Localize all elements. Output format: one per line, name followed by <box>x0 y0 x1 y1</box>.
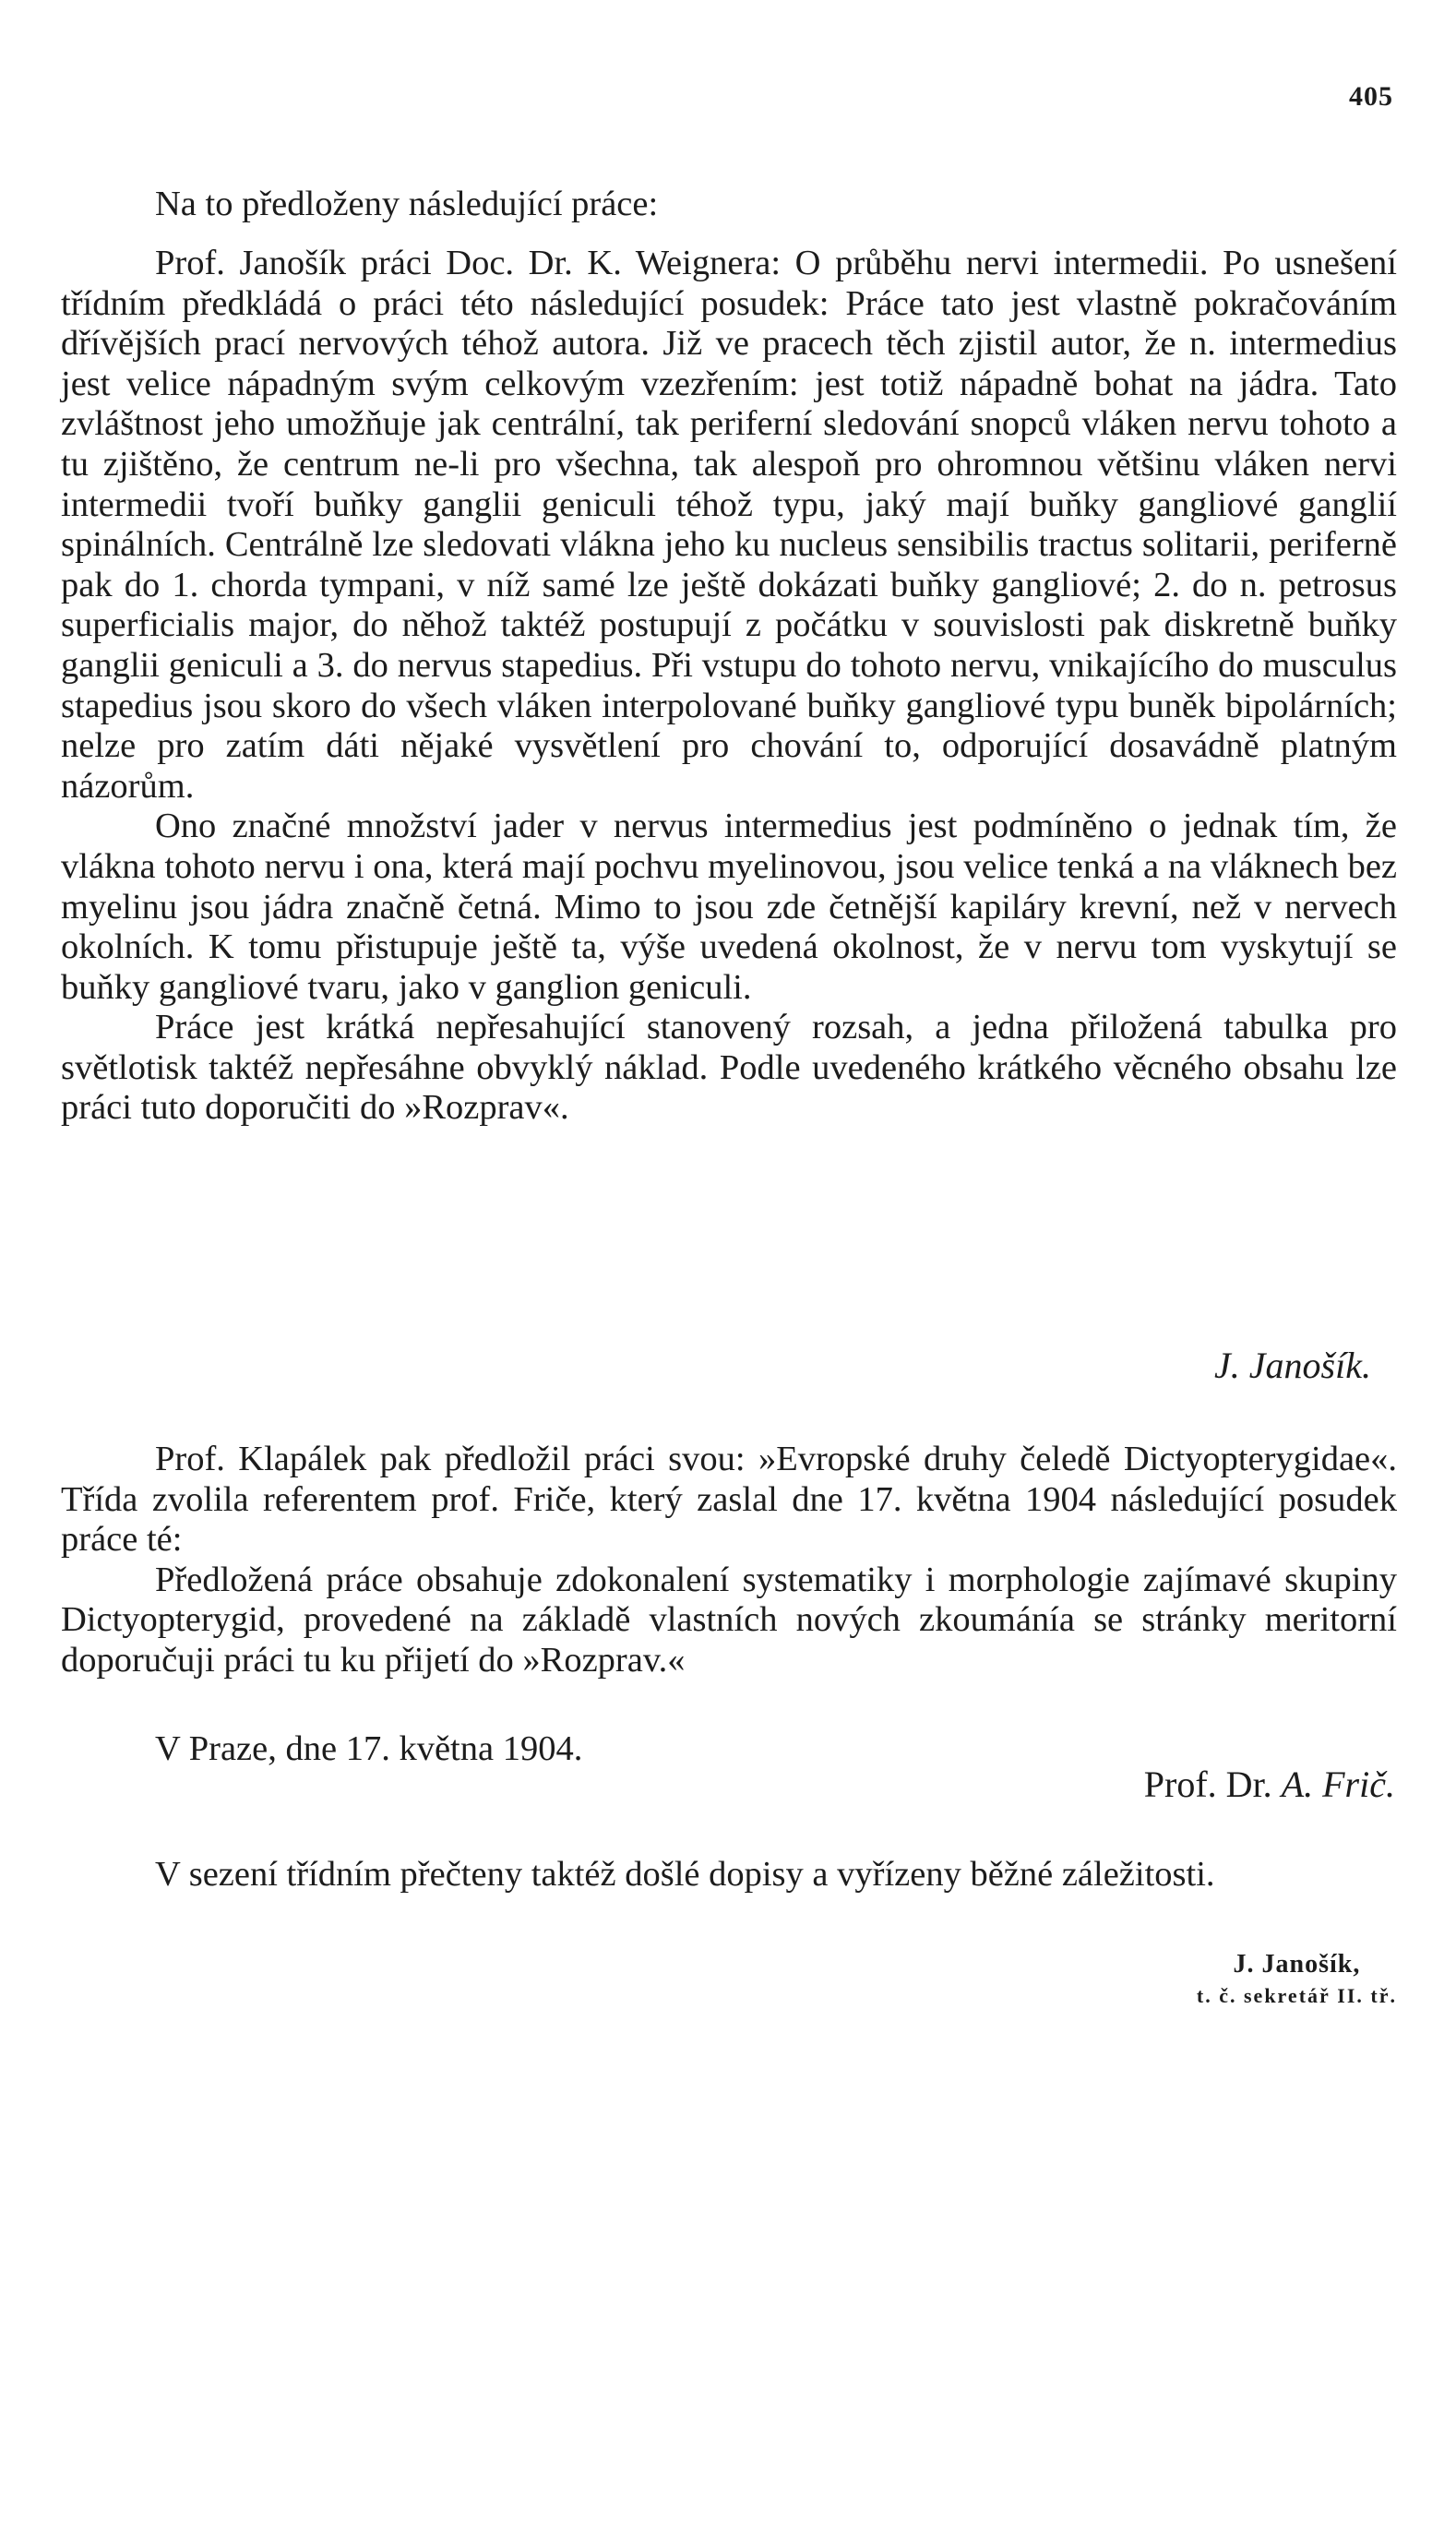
janosik-review-paragraph: Ono značné množství jader v nervus intermedius jest podmíněno o jednak tím, že vlákna tohoto nervu i ona, která mají pochvu myelinovou, jsou velice tenká a na vláknech bez myelinu jsou jádra značně četná. Mimo to jsou zde četnější kapiláry krevní, než v nervech okolních. K tomu přistupuje ještě ta, výše uvedená okolnost, že v nervu tom vyskytují se buňky gangliové tvaru, jako v ganglion geniculi. <box>61 807 1397 1007</box>
secretary-signature <box>1197 1949 1397 2012</box>
klapalek-review <box>61 1440 1397 1681</box>
klapalek-review-paragraph: Prof. Klapálek pak předložil práci svou: »Evropské druhy čeledě Dictyopterygidae«. Třída zvolila referentem prof. Friče, který zaslal dne 17. května 1904 následující posudek práce té: <box>61 1440 1397 1560</box>
janosik-review <box>61 244 1397 1129</box>
date-line-text: V Praze, dne 17. května 1904. <box>155 1729 583 1768</box>
fric-signature-name: A. Frič. <box>1281 1764 1395 1805</box>
date-line <box>155 1729 1078 1770</box>
secretary-title: t. č. sekretář II. tř. <box>1196 1984 1397 2007</box>
closing-note <box>61 1855 1397 1895</box>
janosik-review-paragraph: Prof. Janošík práci Doc. Dr. K. Weignera: O průběhu nervi intermedii. Po usnešení třídním předkládá o práci této následující posudek: Práce tato jest vlastně pokračováním dřívějších prací nervových téhož autora. Již ve pracech těch zjistil autor, že n. intermedius jest velice nápadným svým celkovým vzezřením: jest totiž nápadně bohat na jádra. Tato zvláštnost jeho umožňuje jak centrální, tak periferní sledování snopců vláken nervu tohoto a tu zjištěno, že centrum ne-li pro všechna, tak alespoň pro ohromnou většinu vláken nervi intermedii tvoří buňky ganglii geniculi téhož typu, jaký mají buňky gangliové ganglií spinálních. Centrálně lze sledovati vlákna jeho ku nucleus sensibilis tractus solitarii, periferně pak do 1. chorda tympani, v níž samé lze ještě dokázati buňky gangliové; 2. do n. petrosus superficialis major, do něhož taktéž postupují z počátku v souvislosti pak diskretně buňky ganglii geniculi a 3. do nervus stapedius. Při vstupu do tohoto nervu, vnikajícího do musculus stapedius jsou skoro do všech vláken interpolované buňky gangliové typu buněk bipolárních; nelze pro zatím dáti nějaké vysvětlení pro chování to, odporující dosavádně platným názorům. <box>61 244 1397 806</box>
klapalek-review-paragraph: Předložená práce obsahuje zdokonalení systematiky i morphologie zajímavé skupiny Dictyopterygid, provedené na základě vlastních nových zkoumánía se stránky meritorní doporučuji práci tu ku přijetí do »Rozprav.« <box>61 1560 1397 1680</box>
secretary-name: J. Janošík, <box>1233 1950 1361 1979</box>
heading-text: Na to předloženy následující práce: <box>155 185 659 223</box>
janosik-review-paragraph: Práce jest krátká nepřesahující stanovený rozsah, a jedna přiložená tabulka pro světlotisk taktéž nepřesáhne obvyklý náklad. Podle uvedeného krátkého věcného obsahu lze práci tuto doporučiti do »Rozprav«. <box>61 1008 1397 1128</box>
page-number: 405 <box>1349 81 1393 112</box>
fric-signature-prefix: Prof. Dr. <box>1143 1764 1282 1805</box>
closing-text: V sezení třídním přečteny taktéž došlé dopisy a vyřízeny běžné záležitosti. <box>155 1855 1215 1894</box>
fric-signature <box>1144 1764 1395 1805</box>
janosik-signature: J. Janošík. <box>1214 1345 1371 1386</box>
section-heading <box>155 185 1391 225</box>
